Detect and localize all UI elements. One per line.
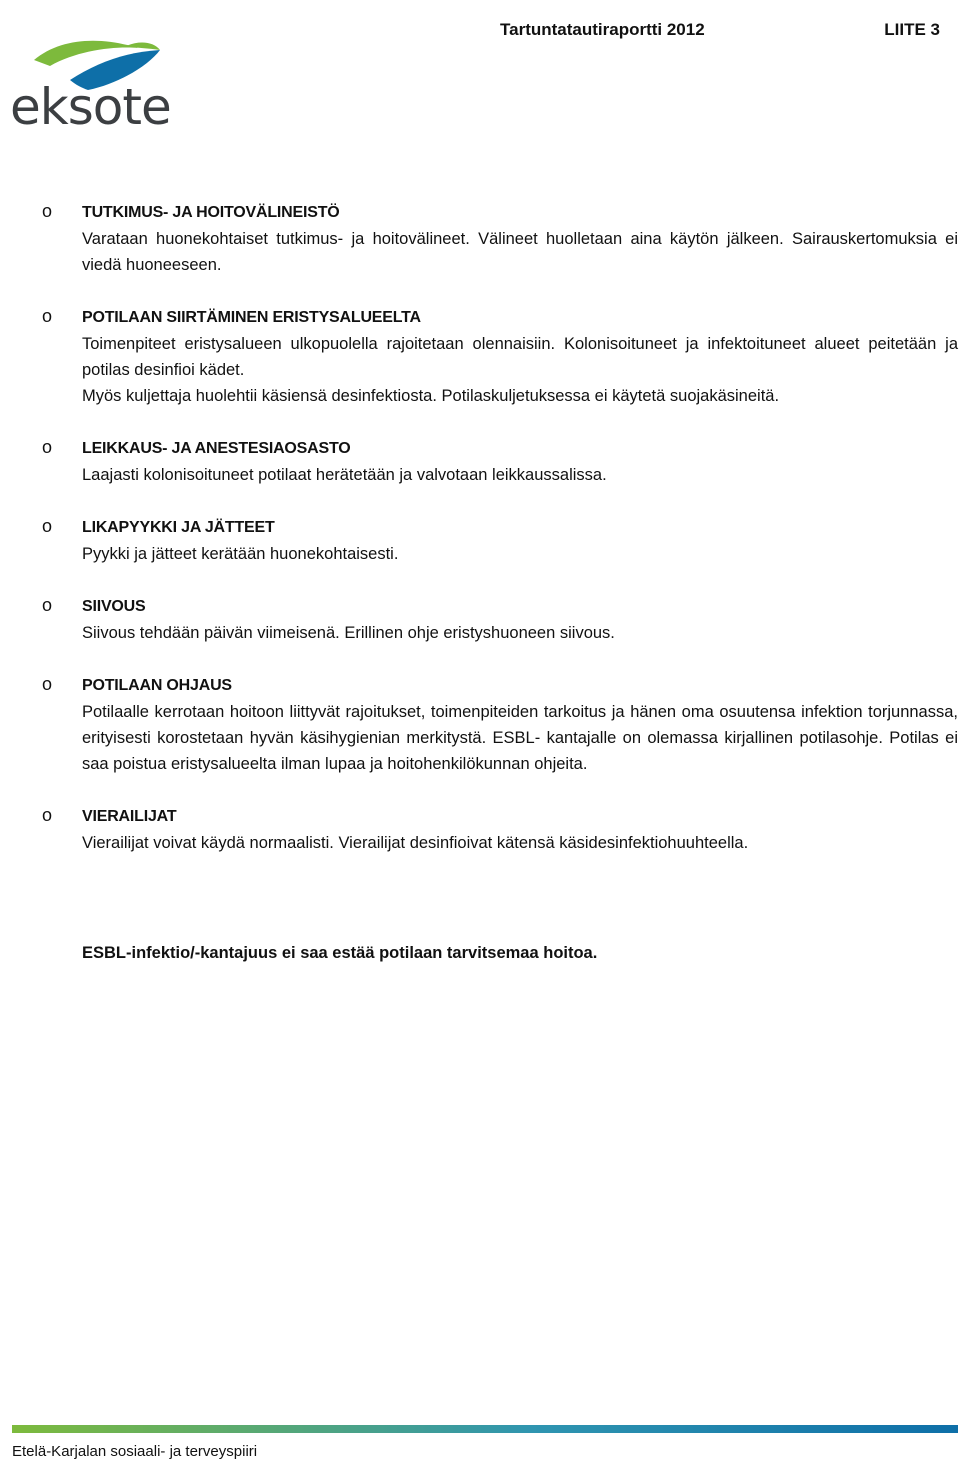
footer-gradient-bar	[12, 1425, 958, 1433]
report-title: Tartuntatautiraportti 2012	[500, 20, 705, 39]
section-paragraph: Vierailijat voivat käydä normaalisti. Vierailijat desinfioivat kätensä käsidesinfektiohuuhteella.	[82, 834, 749, 852]
final-note: ESBL-infektio/-kantajuus ei saa estää potilaan tarvitsemaa hoitoa.	[82, 944, 598, 962]
section-paragraph: Potilaalle kerrotaan hoitoon liittyvät rajoitukset, toimenpiteiden tarkoitus ja hänen oma osuutensa infektion torjunnassa, erityisesti korostetaan hyvän käsihygienian merkitystä. ESBL- kantajalle on olemassa kirjallinen potilasohje. Potilas ei saa poistua eristysalueelta ilman lupaa ja hoitohenkilökunnan ohjeita.	[82, 703, 958, 773]
section-title: POTILAAN SIIRTÄMINEN ERISTYSALUEELTA	[82, 309, 421, 326]
bullet-marker: o	[42, 201, 53, 221]
bullet-marker: o	[42, 306, 53, 326]
section-visitors	[0, 804, 960, 856]
document-body	[0, 200, 960, 883]
section-paragraph: Siivous tehdään päivän viimeisenä. Erillinen ohje eristyshuoneen siivous.	[82, 624, 615, 642]
section-cleaning	[0, 594, 960, 646]
section-paragraph: Varataan huonekohtaiset tutkimus- ja hoitovälineet. Välineet huolletaan aina käytön jälkeen. Sairauskertomuksia ei viedä huoneeseen.	[82, 230, 958, 274]
section-title: LEIKKAUS- JA ANESTESIAOSASTO	[82, 440, 351, 457]
bullet-marker: o	[42, 516, 53, 536]
logo-wordmark: eksote	[10, 78, 171, 136]
section-paragraph: Myös kuljettaja huolehtii käsiensä desinfektiosta. Potilaskuljetuksessa ei käytetä suojakäsineitä.	[82, 387, 780, 405]
section-paragraph: Laajasti kolonisoituneet potilaat herätetään ja valvotaan leikkaussalissa.	[82, 466, 607, 484]
section-equipment	[0, 200, 960, 278]
appendix-label: LIITE 3	[884, 20, 940, 39]
bullet-marker: o	[42, 674, 53, 694]
section-title: SIIVOUS	[82, 598, 146, 615]
bullet-marker: o	[42, 437, 53, 457]
section-paragraph: Toimenpiteet eristysalueen ulkopuolella rajoitetaan olennaisiin. Kolonisoituneet ja infektoituneet alueet peitetään ja potilas desinfioi kädet.	[82, 335, 958, 379]
section-surgery	[0, 436, 960, 488]
section-paragraph: Pyykki ja jätteet kerätään huonekohtaisesti.	[82, 545, 399, 563]
section-laundry-waste	[0, 515, 960, 567]
section-title: TUTKIMUS- JA HOITOVÄLINEISTÖ	[82, 204, 340, 221]
section-title: VIERAILIJAT	[82, 808, 177, 825]
section-patient-guidance	[0, 673, 960, 777]
bullet-marker: o	[42, 805, 53, 825]
section-title: LIKAPYYKKI JA JÄTTEET	[82, 519, 275, 536]
section-title: POTILAAN OHJAUS	[82, 677, 232, 694]
bullet-marker: o	[42, 595, 53, 615]
footer-organization: Etelä-Karjalan sosiaali- ja terveyspiiri	[12, 1443, 258, 1460]
section-transfer	[0, 305, 960, 409]
eksote-logo	[8, 36, 171, 140]
